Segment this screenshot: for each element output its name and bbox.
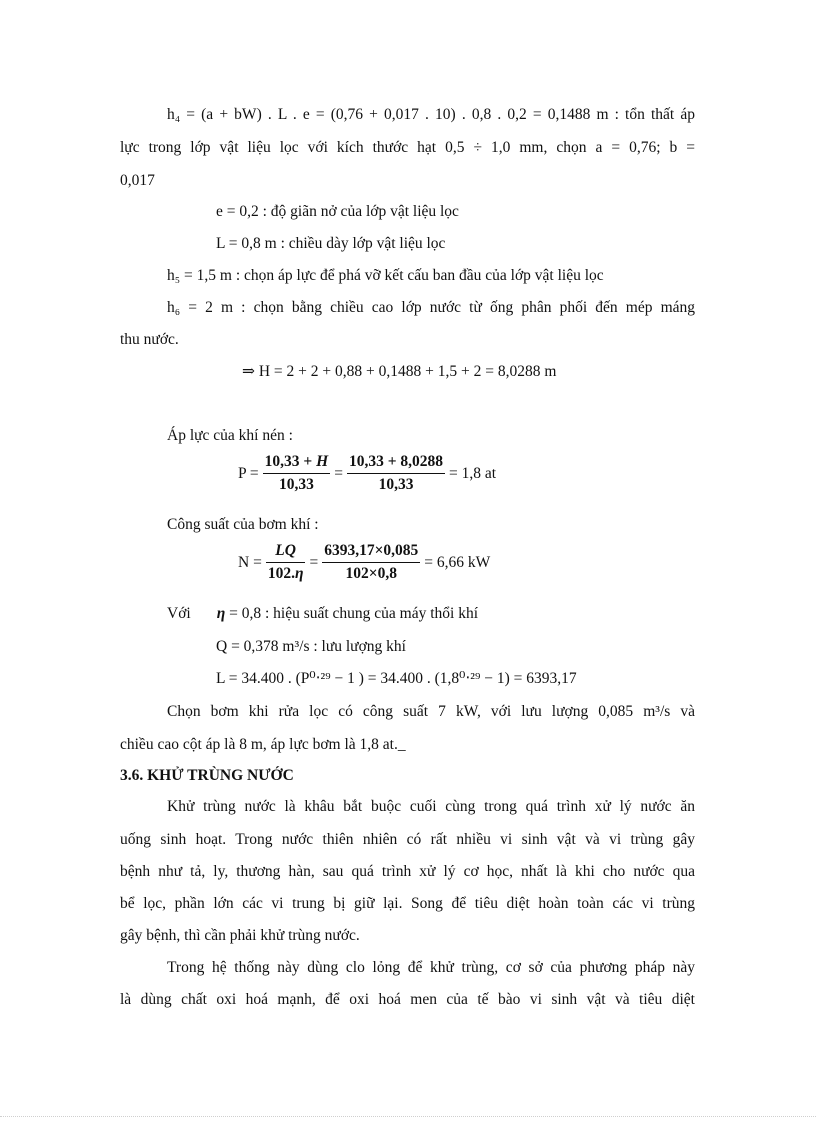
eq-n-f2-denominator: 102×0,8 (345, 565, 397, 582)
eq-p-lhs: P = (238, 464, 259, 482)
voi-text: = 0,8 : hiệu suất chung của máy thổi khí (225, 605, 479, 622)
eq-p-f1-num-b: H (316, 453, 329, 470)
eq-p-fraction-2 (347, 453, 445, 494)
text-line-Q: Q = 0,378 m³/s : lưu lượng khí (216, 638, 406, 655)
equation-N (238, 542, 490, 583)
paragraph-line-6: Trong hệ thống này dùng clo lỏng để khử trùng, cơ sở của phương pháp này (167, 959, 695, 976)
text-line-voi (167, 604, 478, 624)
text-line-h6: h₆ = 2 m : chọn bằng chiều cao lớp nước từ ống phân phối đến mép máng (167, 299, 695, 316)
equation-H: ⇒ H = 2 + 2 + 0,88 + 0,1488 + 1,5 + 2 = 8,0288 m (242, 363, 557, 380)
eq-n-rhs: = 6,66 kW (424, 553, 491, 571)
eq-n-f1-den-a: 102. (267, 565, 295, 582)
eq-p-f1-denominator: 10,33 (279, 476, 314, 493)
equation-P (238, 453, 496, 494)
eq-n-f2-numerator: 6393,17×0,085 (322, 542, 420, 563)
voi-label: Với (167, 605, 191, 622)
text-line-16: chiều cao cột áp là 8 m, áp lực bơm là 1,8 at._ (120, 736, 406, 753)
page-bottom-border (0, 1116, 816, 1117)
paragraph-line-7: là dùng chất oxi hoá mạnh, để oxi hoá men của tế bào vi sinh vật và tiêu diệt (120, 991, 695, 1008)
eq-n-equals: = (309, 553, 319, 571)
eq-p-fraction-1 (263, 453, 331, 494)
eq-p-f2-denominator: 10,33 (378, 476, 414, 493)
eq-p-equals: = (334, 464, 343, 482)
text-line-cong-suat: Công suất của bơm khí : (167, 516, 319, 533)
text-line-ap-luc: Áp lực của khí nén : (167, 427, 293, 444)
paragraph-line-5: gây bệnh, thì cần phải khử trùng nước. (120, 927, 360, 944)
paragraph-line-4: bể lọc, phần lớn các vi trung bị giữ lại. Song để tiêu diệt hoàn toàn các vi trùng (120, 895, 695, 912)
text-line-3: 0,017 (120, 172, 155, 189)
eq-n-f1-numerator: LQ (266, 542, 306, 563)
paragraph-line-3: bệnh như tả, ly, thương hàn, sau quá trình xử lý cơ học, nhất là khi cho nước qua (120, 863, 695, 880)
text-line-h5: h₅ = 1,5 m : chọn áp lực để phá vỡ kết cấu ban đầu của lớp vật liệu lọc (167, 267, 604, 284)
section-heading: 3.6. KHỬ TRÙNG NƯỚC (120, 767, 294, 784)
eq-n-f1-den-b: η (294, 565, 304, 582)
text-line-L-formula: L = 34.400 . (P⁰‧²⁹ − 1 ) = 34.400 . (1,8⁰‧²⁹ − 1) = 6393,17 (216, 670, 577, 687)
paragraph-line-1: Khử trùng nước là khâu bắt buộc cuối cùng trong quá trình xử lý nước ăn (167, 798, 695, 815)
text-line-h4: h₄ = (a + bW) . L . e = (0,76 + 0,017 . 10) . 0,8 . 0,2 = 0,1488 m : tổn thất áp (167, 106, 695, 123)
text-line-e: e = 0,2 : độ giãn nở của lớp vật liệu lọc (216, 203, 459, 220)
eq-p-f1-num-a: 10,33 + (264, 453, 317, 470)
eta-symbol: η (216, 605, 226, 622)
eq-n-fraction-2 (322, 542, 420, 583)
eq-p-rhs: = 1,8 at (449, 464, 497, 482)
eq-n-f1-denominator (266, 563, 306, 583)
text-line-chon-bom: Chọn bơm khi rửa lọc có công suất 7 kW, với lưu lượng 0,085 m³/s và (167, 703, 695, 720)
text-line-L: L = 0,8 m : chiều dày lớp vật liệu lọc (216, 235, 446, 252)
eq-p-f1-numerator (263, 453, 331, 474)
eq-n-fraction-1 (266, 542, 306, 583)
text-line-8: thu nước. (120, 331, 179, 348)
eq-n-lhs: N = (238, 553, 262, 571)
text-line-2: lực trong lớp vật liệu lọc với kích thước hạt 0,5 ÷ 1,0 mm, chọn a = 0,76; b = (120, 139, 695, 156)
paragraph-line-2: uống sinh hoạt. Trong nước thiên nhiên có rất nhiều vi sinh vật và vi trùng gây (120, 831, 695, 848)
eq-p-f2-numerator: 10,33 + 8,0288 (347, 453, 445, 474)
